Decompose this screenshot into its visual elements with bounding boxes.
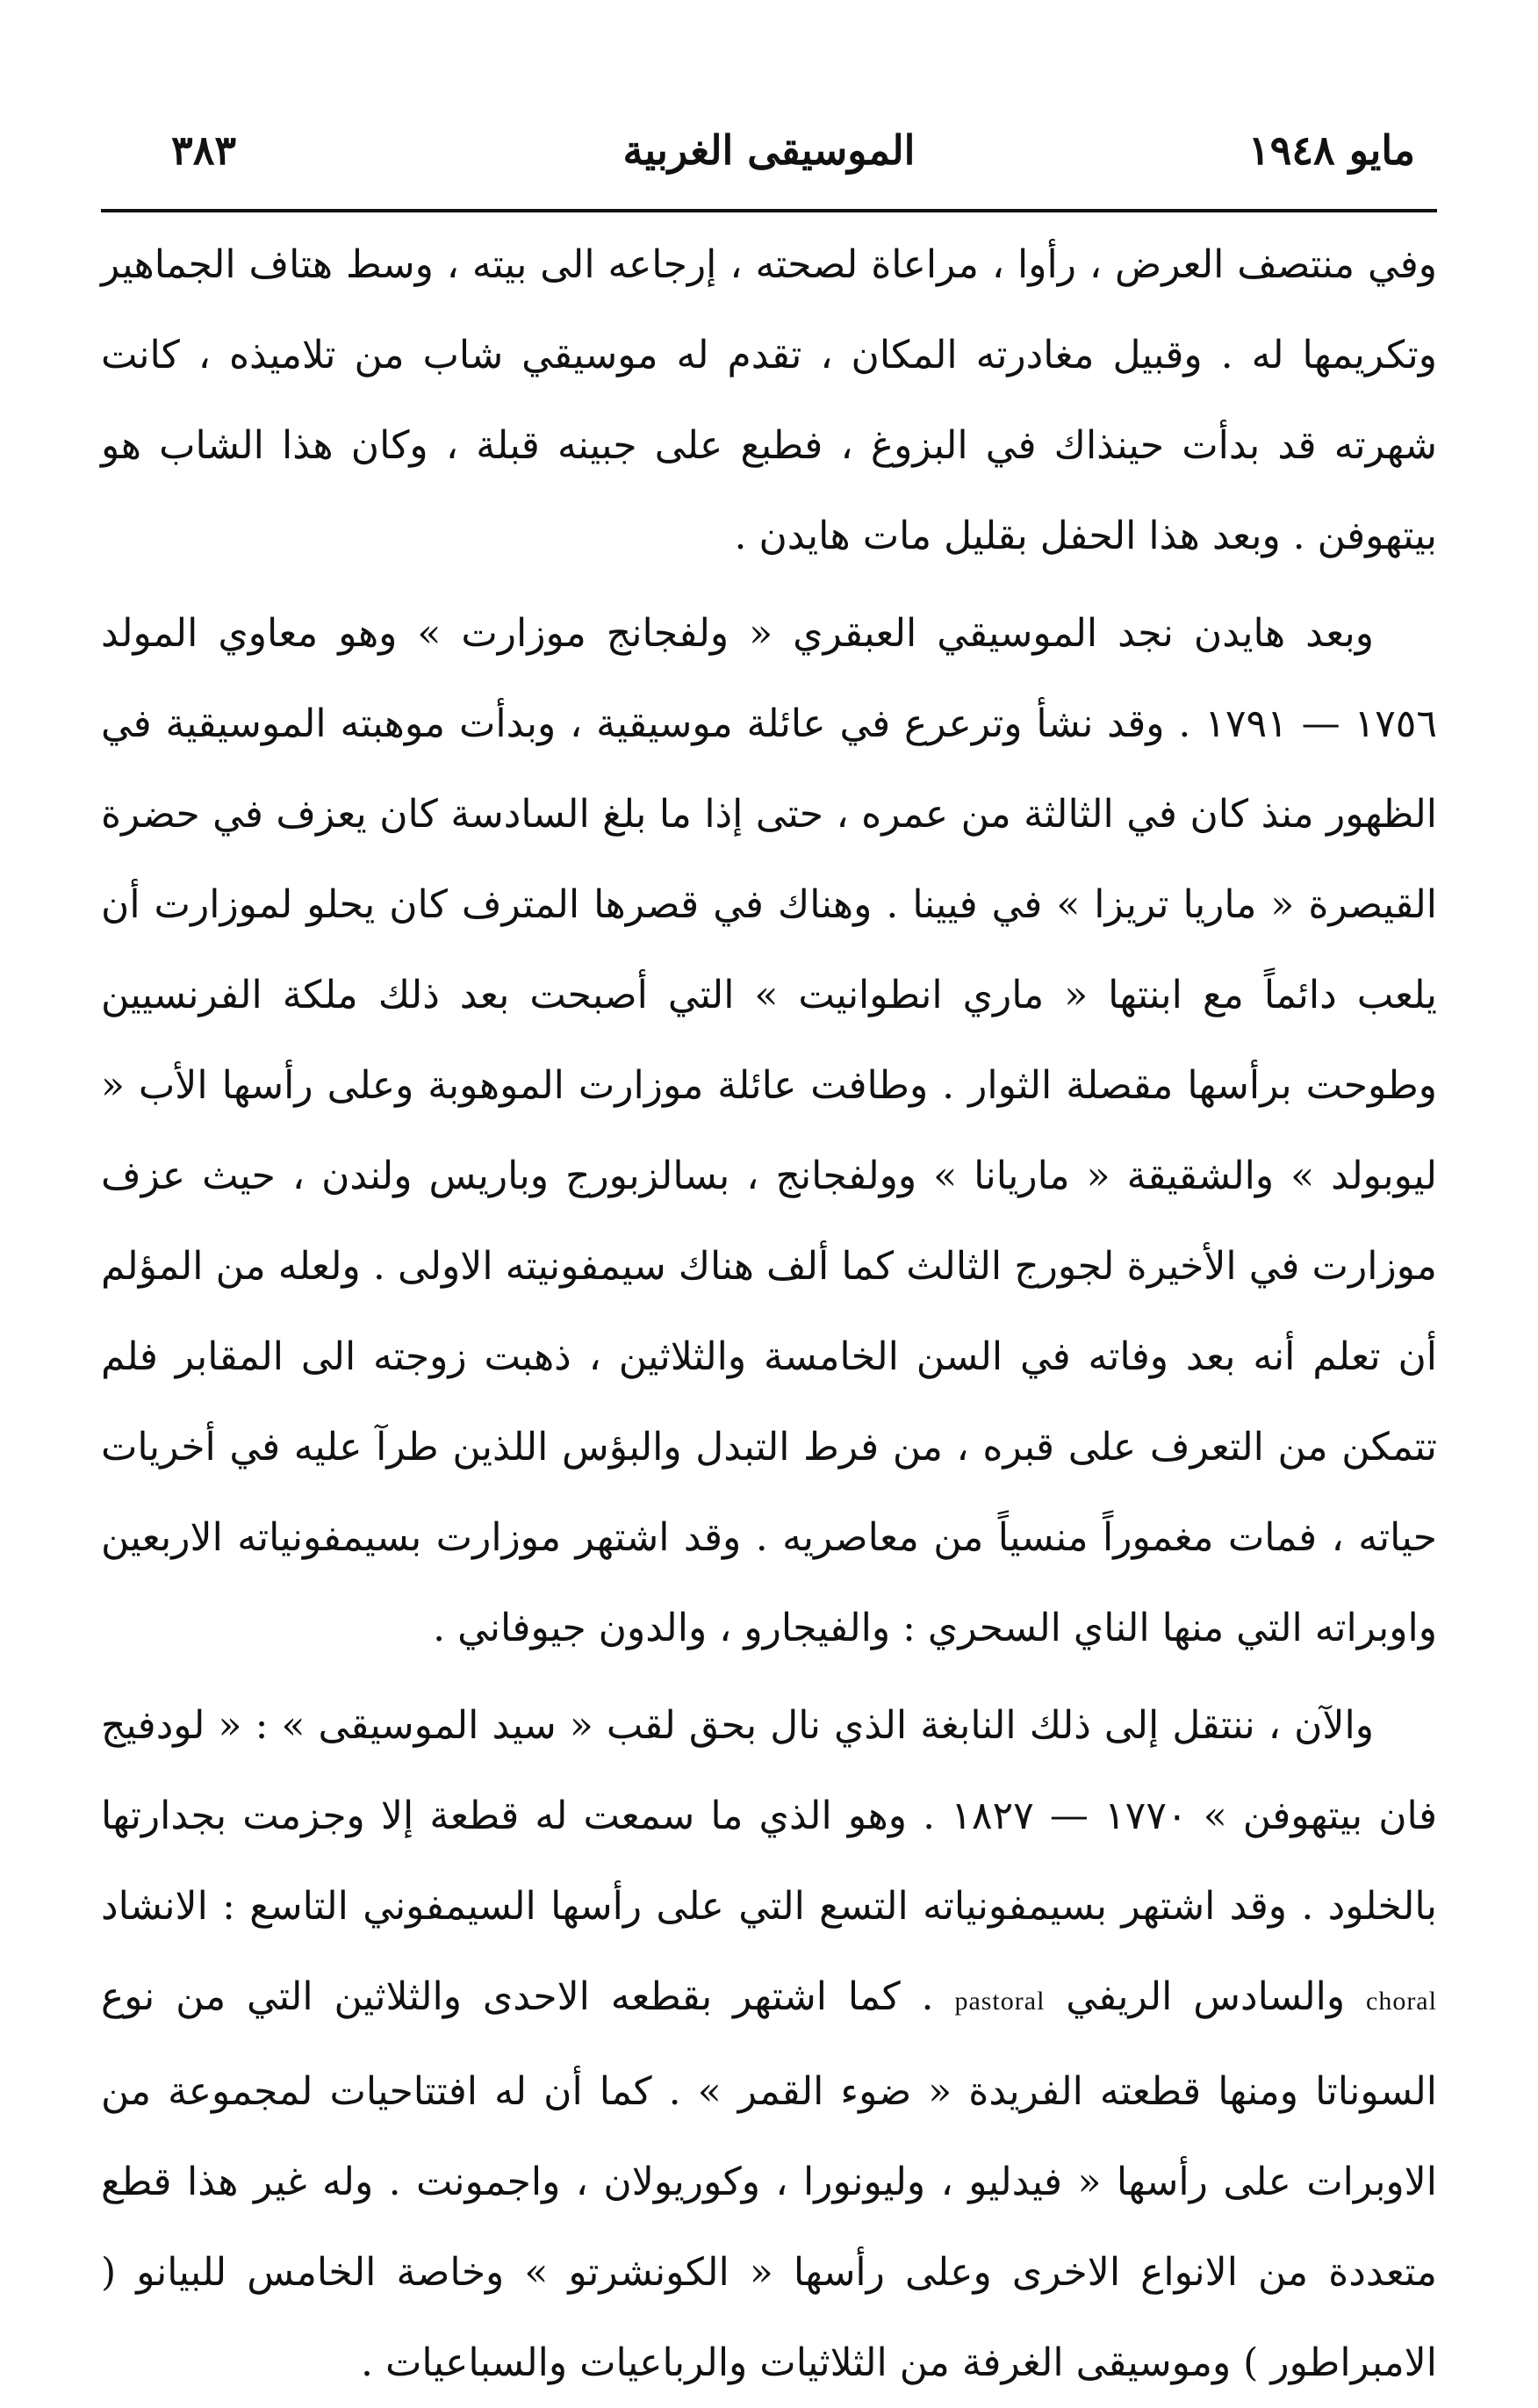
latin-term-pastoral: pastoral [954, 1987, 1046, 2016]
paragraph-haydn: وفي منتصف العرض ، رأوا ، مراعاة لصحته ، إرجاعه الى بيته ، وسط هتاف الجماهير وتكريمها له . وقبيل مغادرته المكان ، تقدم له موسيقي شاب من تلاميذه ، كانت شهرته قد بدأت حينذاك في البزوغ ، فطبع على جبينه قبلة ، وكان هذا الشاب هو بيتهوفن . وبعد هذا الحفل بقليل مات هايدن . [101, 242, 1437, 558]
running-header [101, 123, 1437, 193]
beethoven-text-part-3: . كما اشتهر بقطعه الاحدى والثلاثين التي من نوع السوناتا ومنها قطعته الفريدة « ضوء القمر » . كما أن له افتتاحيات لمجموعة من الاوبرات على رأسها « فيدليو ، وليونورا ، وكوريولان ، واجمونت . وله غير هذا قطع متعددة من الانواع الاخرى وعلى رأسها « الكونشرتو » وخاصة الخامس للبيانو ( الامبراطور ) وموسيقى الغرفة من الثلاثيات والرباعيات والسباعيات . [101, 1974, 1438, 2385]
beethoven-text-part-1: والآن ، ننتقل إلى ذلك النابغة الذي نال بحق لقب « سيد الموسيقى » : « لودفيج فان بيتهوفن » ١٧٧٠ — ١٨٢٧ . وهو الذي ما سمعت له قطعة إلا وجزمت بجدارتها بالخلود . وقد اشتهر بسيمفونياته التسع التي على رأسها السيمفوني التاسع : الانشاد [101, 1703, 1437, 1929]
header-rule [101, 209, 1437, 212]
paragraph-beethoven [101, 1680, 1437, 2408]
header-title: الموسيقى الغربية [622, 126, 916, 174]
page-number: ٣٨٣ [171, 126, 237, 174]
body-text [101, 219, 1437, 2408]
paragraph-mozart: وبعد هايدن نجد الموسيقي العبقري « ولفجانج موزارت » وهو معاوي المولد ١٧٥٦ — ١٧٩١ . وقد نشأ وترعرع في عائلة موسيقية ، وبدأت موهبته الموسيقية في الظهور منذ كان في الثالثة من عمره ، حتى إذا ما بلغ السادسة كان يعزف في حضرة القيصرة « ماريا تريزا » في فيينا . وهناك في قصرها المترف كان يحلو لموزارت أن يلعب دائماً مع ابنتها « ماري انطوانيت » التي أصبحت بعد ذلك ملكة الفرنسيين وطوحت برأسها مقصلة الثوار . وطافت عائلة موزارت الموهوبة وعلى رأسها الأب « ليوبولد » والشقيقة « ماريانا » وولفجانج ، بسالزبورج وباريس ولندن ، حيث عزف موزارت في الأخيرة لجورج الثالث كما ألف هناك سيمفونيته الاولى . ولعله من المؤلم أن تعلم أنه بعد وفاته في السن الخامسة والثلاثين ، ذهبت زوجته الى المقابر فلم تتمكن من التعرف على قبره ، من فرط التبدل والبؤس اللذين طرآ عليه في أخريات حياته ، فمات مغموراً منسياً من معاصريه . وقد اشتهر موزارت بسيمفونياته الاربعين واوبراته التي منها الناي السحري : والفيجارو ، والدون جيوفاني . [101, 611, 1437, 1650]
latin-term-choral: choral [1366, 1987, 1437, 2016]
header-date: مايو ١٩٤٨ [1247, 126, 1415, 174]
beethoven-text-part-2: والسادس الريفي [1066, 1974, 1346, 2019]
